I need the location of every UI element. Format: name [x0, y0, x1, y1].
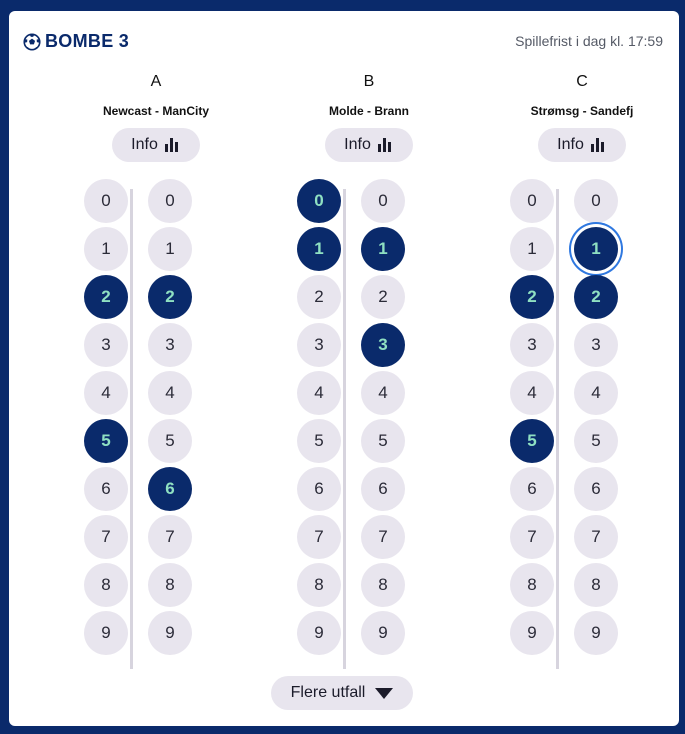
info-label: Info: [344, 136, 371, 153]
home-goals-option[interactable]: 8: [510, 563, 554, 607]
bar-chart-icon: [378, 138, 394, 152]
away-goals-option[interactable]: 2: [148, 275, 192, 319]
more-outcomes-label: Flere utfall: [290, 684, 366, 701]
away-goals-option[interactable]: 0: [574, 179, 618, 223]
away-goals-option[interactable]: 3: [574, 323, 618, 367]
home-goals-option[interactable]: 8: [297, 563, 341, 607]
away-goals-option[interactable]: 3: [361, 323, 405, 367]
home-goals-option[interactable]: 7: [510, 515, 554, 559]
away-goals-option[interactable]: 5: [148, 419, 192, 463]
info-button[interactable]: [112, 128, 200, 162]
info-label: Info: [131, 136, 158, 153]
away-goals-option[interactable]: 0: [148, 179, 192, 223]
away-goals-option[interactable]: 4: [148, 371, 192, 415]
caret-down-icon: [375, 688, 393, 699]
home-goals-option[interactable]: 6: [84, 467, 128, 511]
score-divider: [343, 189, 346, 669]
home-goals-option[interactable]: 9: [84, 611, 128, 655]
home-goals-column: [297, 179, 341, 659]
away-goals-option[interactable]: 8: [361, 563, 405, 607]
match-letter: A: [150, 73, 162, 90]
home-goals-option[interactable]: 3: [84, 323, 128, 367]
home-goals-option[interactable]: 8: [84, 563, 128, 607]
coupon-title: BOMBE 3: [45, 31, 130, 51]
match-letter: C: [576, 73, 588, 90]
home-goals-option[interactable]: 9: [510, 611, 554, 655]
away-goals-option[interactable]: 1: [148, 227, 192, 271]
home-goals-column: [84, 179, 128, 659]
home-goals-option[interactable]: 3: [510, 323, 554, 367]
home-goals-option[interactable]: 2: [84, 275, 128, 319]
home-goals-option[interactable]: 1: [510, 227, 554, 271]
away-goals-column: [148, 179, 192, 659]
deadline-text: Spillefrist i dag kl. 17:59: [515, 33, 663, 49]
match-a: [76, 71, 236, 671]
away-goals-option[interactable]: 1: [574, 227, 618, 271]
home-goals-option[interactable]: 4: [510, 371, 554, 415]
away-goals-option[interactable]: 9: [361, 611, 405, 655]
match-c: [502, 71, 662, 671]
away-goals-option[interactable]: 2: [361, 275, 405, 319]
match-teams: Molde - Brann: [329, 104, 409, 118]
coupon-card: [9, 11, 679, 726]
match-b: [289, 71, 449, 671]
match-columns: [9, 11, 679, 726]
away-goals-option[interactable]: 6: [148, 467, 192, 511]
away-goals-option[interactable]: 7: [574, 515, 618, 559]
home-goals-option[interactable]: 5: [84, 419, 128, 463]
away-goals-option[interactable]: 9: [574, 611, 618, 655]
away-goals-column: [361, 179, 405, 659]
home-goals-option[interactable]: 2: [297, 275, 341, 319]
score-divider: [556, 189, 559, 669]
match-teams: Strømsg - Sandefj: [530, 104, 634, 118]
match-teams: Newcast - ManCity: [102, 104, 210, 118]
away-goals-option[interactable]: 8: [148, 563, 192, 607]
away-goals-option[interactable]: 7: [361, 515, 405, 559]
away-goals-option[interactable]: 2: [574, 275, 618, 319]
home-goals-option[interactable]: 7: [84, 515, 128, 559]
home-goals-option[interactable]: 4: [84, 371, 128, 415]
home-goals-option[interactable]: 7: [297, 515, 341, 559]
away-goals-option[interactable]: 1: [361, 227, 405, 271]
home-goals-option[interactable]: 3: [297, 323, 341, 367]
away-goals-option[interactable]: 6: [361, 467, 405, 511]
away-goals-option[interactable]: 0: [361, 179, 405, 223]
away-goals-option[interactable]: 5: [574, 419, 618, 463]
more-outcomes-button[interactable]: [271, 676, 413, 710]
away-goals-column: [574, 179, 618, 659]
home-goals-option[interactable]: 0: [84, 179, 128, 223]
info-label: Info: [557, 136, 584, 153]
away-goals-option[interactable]: 5: [361, 419, 405, 463]
info-button[interactable]: [325, 128, 413, 162]
home-goals-option[interactable]: 0: [510, 179, 554, 223]
match-letter: B: [363, 73, 375, 90]
home-goals-option[interactable]: 1: [84, 227, 128, 271]
home-goals-option[interactable]: 5: [510, 419, 554, 463]
info-button[interactable]: [538, 128, 626, 162]
home-goals-option[interactable]: 0: [297, 179, 341, 223]
bar-chart-icon: [591, 138, 607, 152]
away-goals-option[interactable]: 4: [361, 371, 405, 415]
home-goals-option[interactable]: 2: [510, 275, 554, 319]
bar-chart-icon: [165, 138, 181, 152]
away-goals-option[interactable]: 4: [574, 371, 618, 415]
home-goals-column: [510, 179, 554, 659]
home-goals-option[interactable]: 6: [297, 467, 341, 511]
home-goals-option[interactable]: 9: [297, 611, 341, 655]
home-goals-option[interactable]: 1: [297, 227, 341, 271]
away-goals-option[interactable]: 7: [148, 515, 192, 559]
home-goals-option[interactable]: 5: [297, 419, 341, 463]
home-goals-option[interactable]: 4: [297, 371, 341, 415]
away-goals-option[interactable]: 6: [574, 467, 618, 511]
away-goals-option[interactable]: 8: [574, 563, 618, 607]
home-goals-option[interactable]: 6: [510, 467, 554, 511]
score-divider: [130, 189, 133, 669]
away-goals-option[interactable]: 3: [148, 323, 192, 367]
away-goals-option[interactable]: 9: [148, 611, 192, 655]
